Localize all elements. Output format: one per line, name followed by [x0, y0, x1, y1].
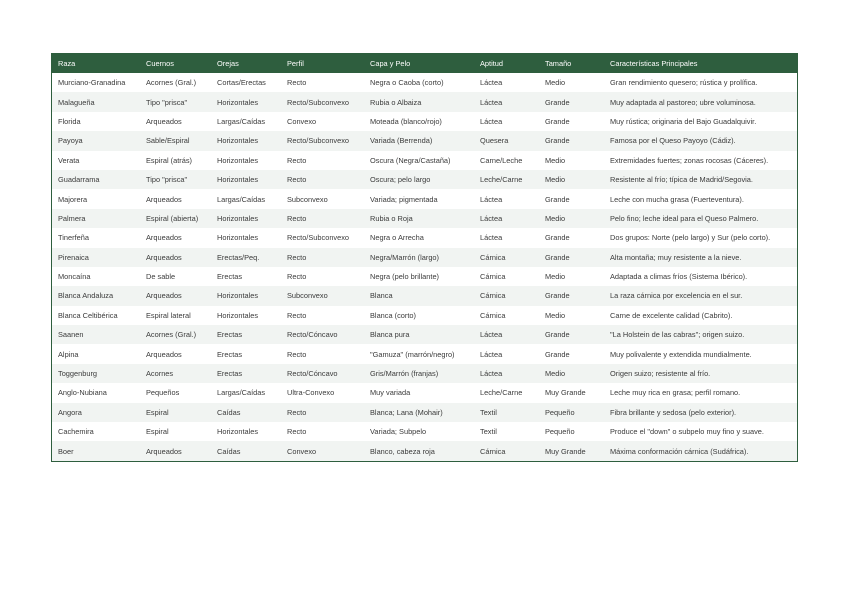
cell-caracteristicas: Adaptada a climas fríos (Sistema Ibérico).: [604, 267, 797, 286]
cell-perfil: Recto: [281, 403, 364, 422]
table-row: [52, 131, 797, 150]
cell-perfil: Subconvexo: [281, 189, 364, 208]
table-row: [52, 267, 797, 286]
cell-aptitud: Cárnica: [474, 286, 539, 305]
table-row: [52, 306, 797, 325]
cell-raza: Alpina: [52, 344, 140, 363]
header-raza: Raza: [52, 54, 140, 73]
cell-tamano: Medio: [539, 151, 604, 170]
cell-aptitud: Láctea: [474, 209, 539, 228]
cell-aptitud: Cárnica: [474, 267, 539, 286]
cell-caracteristicas: Máxima conformación cárnica (Sudáfrica).: [604, 441, 797, 460]
table-row: [52, 403, 797, 422]
cell-raza: Palmera: [52, 209, 140, 228]
cell-tamano: Grande: [539, 92, 604, 111]
table-row: [52, 441, 797, 460]
cell-orejas: Erectas: [211, 325, 281, 344]
cell-perfil: Recto: [281, 344, 364, 363]
cell-capa-pelo: Negra (pelo brillante): [364, 267, 474, 286]
cell-raza: Blanca Andaluza: [52, 286, 140, 305]
cell-aptitud: Carne/Leche: [474, 151, 539, 170]
table-body: [52, 73, 797, 461]
cell-perfil: Recto/Subconvexo: [281, 131, 364, 150]
cell-orejas: Horizontales: [211, 306, 281, 325]
cell-cuernos: Acornes (Gral.): [140, 73, 211, 92]
cell-perfil: Recto: [281, 267, 364, 286]
cell-aptitud: Cárnica: [474, 248, 539, 267]
cell-raza: Saanen: [52, 325, 140, 344]
cell-caracteristicas: Muy rústica; originaria del Bajo Guadalquivir.: [604, 112, 797, 131]
cell-caracteristicas: Dos grupos: Norte (pelo largo) y Sur (pelo corto).: [604, 228, 797, 247]
header-row: [52, 54, 797, 73]
cell-tamano: Medio: [539, 267, 604, 286]
cell-cuernos: Arqueados: [140, 286, 211, 305]
cell-orejas: Horizontales: [211, 151, 281, 170]
cell-aptitud: Cárnica: [474, 441, 539, 460]
cell-orejas: Horizontales: [211, 228, 281, 247]
table-row: [52, 344, 797, 363]
cell-orejas: Largas/Caídas: [211, 189, 281, 208]
cell-capa-pelo: Blanco, cabeza roja: [364, 441, 474, 460]
cell-caracteristicas: Muy polivalente y extendida mundialmente.: [604, 344, 797, 363]
cell-tamano: Grande: [539, 325, 604, 344]
cell-capa-pelo: Negra o Caoba (corto): [364, 73, 474, 92]
cell-tamano: Medio: [539, 364, 604, 383]
cell-cuernos: Sable/Espiral: [140, 131, 211, 150]
table-row: [52, 170, 797, 189]
cell-caracteristicas: Famosa por el Queso Payoyo (Cádiz).: [604, 131, 797, 150]
header-perfil: Perfil: [281, 54, 364, 73]
cell-orejas: Horizontales: [211, 286, 281, 305]
cell-perfil: Recto/Subconvexo: [281, 92, 364, 111]
cell-tamano: Muy Grande: [539, 441, 604, 460]
goat-breeds-table: [52, 54, 797, 461]
cell-tamano: Grande: [539, 344, 604, 363]
cell-tamano: Muy Grande: [539, 383, 604, 402]
cell-tamano: Grande: [539, 131, 604, 150]
cell-capa-pelo: Blanca: [364, 286, 474, 305]
cell-caracteristicas: Pelo fino; leche ideal para el Queso Palmero.: [604, 209, 797, 228]
table-row: [52, 383, 797, 402]
cell-orejas: Cortas/Erectas: [211, 73, 281, 92]
cell-aptitud: Láctea: [474, 228, 539, 247]
cell-orejas: Caídas: [211, 441, 281, 460]
cell-caracteristicas: La raza cárnica por excelencia en el sur.: [604, 286, 797, 305]
cell-capa-pelo: Variada; pigmentada: [364, 189, 474, 208]
cell-orejas: Horizontales: [211, 170, 281, 189]
cell-tamano: Medio: [539, 73, 604, 92]
cell-perfil: Recto: [281, 170, 364, 189]
cell-cuernos: Espiral (abierta): [140, 209, 211, 228]
cell-perfil: Convexo: [281, 441, 364, 460]
cell-tamano: Medio: [539, 209, 604, 228]
cell-raza: Majorera: [52, 189, 140, 208]
cell-capa-pelo: Rubia o Albaiza: [364, 92, 474, 111]
cell-caracteristicas: Carne de excelente calidad (Cabrito).: [604, 306, 797, 325]
table-row: [52, 73, 797, 92]
header-orejas: Orejas: [211, 54, 281, 73]
cell-capa-pelo: "Gamuza" (marrón/negro): [364, 344, 474, 363]
goat-breeds-table-container: [51, 53, 798, 462]
table-row: [52, 248, 797, 267]
table-row: [52, 189, 797, 208]
cell-capa-pelo: Variada; Subpelo: [364, 422, 474, 441]
cell-cuernos: Arqueados: [140, 228, 211, 247]
cell-caracteristicas: "La Holstein de las cabras"; origen suizo.: [604, 325, 797, 344]
cell-caracteristicas: Alta montaña; muy resistente a la nieve.: [604, 248, 797, 267]
header-aptitud: Aptitud: [474, 54, 539, 73]
cell-caracteristicas: Leche con mucha grasa (Fuerteventura).: [604, 189, 797, 208]
cell-raza: Angora: [52, 403, 140, 422]
cell-cuernos: Arqueados: [140, 248, 211, 267]
cell-perfil: Recto: [281, 306, 364, 325]
cell-raza: Malagueña: [52, 92, 140, 111]
cell-capa-pelo: Blanca pura: [364, 325, 474, 344]
cell-caracteristicas: Origen suizo; resistente al frío.: [604, 364, 797, 383]
cell-cuernos: Acornes (Gral.): [140, 325, 211, 344]
cell-aptitud: Leche/Carne: [474, 383, 539, 402]
cell-capa-pelo: Moteada (blanco/rojo): [364, 112, 474, 131]
cell-cuernos: Espiral: [140, 403, 211, 422]
cell-tamano: Grande: [539, 248, 604, 267]
cell-capa-pelo: Blanca (corto): [364, 306, 474, 325]
cell-orejas: Horizontales: [211, 422, 281, 441]
cell-raza: Verata: [52, 151, 140, 170]
cell-cuernos: Espiral: [140, 422, 211, 441]
cell-perfil: Convexo: [281, 112, 364, 131]
cell-raza: Pirenaica: [52, 248, 140, 267]
header-caracteristicas: Características Principales: [604, 54, 797, 73]
cell-tamano: Grande: [539, 112, 604, 131]
cell-aptitud: Láctea: [474, 364, 539, 383]
cell-perfil: Subconvexo: [281, 286, 364, 305]
cell-orejas: Largas/Caídas: [211, 383, 281, 402]
cell-orejas: Erectas: [211, 364, 281, 383]
cell-aptitud: Textil: [474, 422, 539, 441]
cell-tamano: Pequeño: [539, 403, 604, 422]
cell-caracteristicas: Muy adaptada al pastoreo; ubre voluminosa.: [604, 92, 797, 111]
cell-perfil: Recto: [281, 73, 364, 92]
cell-caracteristicas: Resistente al frío; típica de Madrid/Segovia.: [604, 170, 797, 189]
cell-orejas: Caídas: [211, 403, 281, 422]
cell-tamano: Medio: [539, 306, 604, 325]
cell-aptitud: Leche/Carne: [474, 170, 539, 189]
cell-raza: Murciano-Granadina: [52, 73, 140, 92]
cell-capa-pelo: Negra o Arrecha: [364, 228, 474, 247]
cell-orejas: Erectas: [211, 267, 281, 286]
cell-capa-pelo: Variada (Berrenda): [364, 131, 474, 150]
cell-aptitud: Láctea: [474, 92, 539, 111]
cell-perfil: Recto/Cóncavo: [281, 325, 364, 344]
cell-caracteristicas: Extremidades fuertes; zonas rocosas (Cáceres).: [604, 151, 797, 170]
cell-raza: Toggenburg: [52, 364, 140, 383]
cell-orejas: Horizontales: [211, 92, 281, 111]
cell-tamano: Grande: [539, 228, 604, 247]
table-row: [52, 286, 797, 305]
cell-orejas: Largas/Caídas: [211, 112, 281, 131]
cell-aptitud: Láctea: [474, 344, 539, 363]
cell-tamano: Pequeño: [539, 422, 604, 441]
cell-aptitud: Láctea: [474, 112, 539, 131]
table-row: [52, 325, 797, 344]
table-row: [52, 151, 797, 170]
cell-capa-pelo: Blanca; Lana (Mohair): [364, 403, 474, 422]
cell-cuernos: Arqueados: [140, 441, 211, 460]
header-cuernos: Cuernos: [140, 54, 211, 73]
cell-capa-pelo: Gris/Marrón (franjas): [364, 364, 474, 383]
header-capa-pelo: Capa y Pelo: [364, 54, 474, 73]
cell-raza: Payoya: [52, 131, 140, 150]
table-row: [52, 422, 797, 441]
cell-aptitud: Cárnica: [474, 306, 539, 325]
cell-tamano: Medio: [539, 170, 604, 189]
cell-perfil: Recto/Subconvexo: [281, 228, 364, 247]
cell-capa-pelo: Oscura; pelo largo: [364, 170, 474, 189]
cell-aptitud: Láctea: [474, 325, 539, 344]
cell-raza: Moncaína: [52, 267, 140, 286]
cell-aptitud: Textil: [474, 403, 539, 422]
cell-capa-pelo: Negra/Marrón (largo): [364, 248, 474, 267]
cell-cuernos: Espiral lateral: [140, 306, 211, 325]
table-row: [52, 228, 797, 247]
cell-perfil: Recto/Cóncavo: [281, 364, 364, 383]
cell-raza: Boer: [52, 441, 140, 460]
cell-cuernos: Acornes: [140, 364, 211, 383]
cell-orejas: Erectas: [211, 344, 281, 363]
cell-cuernos: De sable: [140, 267, 211, 286]
cell-capa-pelo: Muy variada: [364, 383, 474, 402]
table-row: [52, 364, 797, 383]
cell-perfil: Recto: [281, 209, 364, 228]
cell-cuernos: Arqueados: [140, 112, 211, 131]
cell-perfil: Recto: [281, 422, 364, 441]
cell-cuernos: Tipo "prisca": [140, 92, 211, 111]
cell-cuernos: Arqueados: [140, 344, 211, 363]
cell-capa-pelo: Oscura (Negra/Castaña): [364, 151, 474, 170]
cell-perfil: Recto: [281, 248, 364, 267]
table-row: [52, 92, 797, 111]
cell-cuernos: Arqueados: [140, 189, 211, 208]
cell-caracteristicas: Produce el "down" o subpelo muy fino y suave.: [604, 422, 797, 441]
cell-tamano: Grande: [539, 286, 604, 305]
cell-raza: Guadarrama: [52, 170, 140, 189]
table-row: [52, 209, 797, 228]
table-row: [52, 112, 797, 131]
cell-orejas: Horizontales: [211, 131, 281, 150]
cell-perfil: Recto: [281, 151, 364, 170]
cell-raza: Florida: [52, 112, 140, 131]
cell-orejas: Horizontales: [211, 209, 281, 228]
cell-capa-pelo: Rubia o Roja: [364, 209, 474, 228]
cell-cuernos: Tipo "prisca": [140, 170, 211, 189]
cell-raza: Cachemira: [52, 422, 140, 441]
cell-cuernos: Espiral (atrás): [140, 151, 211, 170]
cell-caracteristicas: Leche muy rica en grasa; perfil romano.: [604, 383, 797, 402]
cell-raza: Tinerfeña: [52, 228, 140, 247]
cell-orejas: Erectas/Peq.: [211, 248, 281, 267]
cell-tamano: Grande: [539, 189, 604, 208]
cell-caracteristicas: Fibra brillante y sedosa (pelo exterior).: [604, 403, 797, 422]
table-header: [52, 54, 797, 73]
cell-aptitud: Láctea: [474, 189, 539, 208]
header-tamano: Tamaño: [539, 54, 604, 73]
cell-aptitud: Quesera: [474, 131, 539, 150]
cell-cuernos: Pequeños: [140, 383, 211, 402]
cell-raza: Anglo-Nubiana: [52, 383, 140, 402]
cell-aptitud: Láctea: [474, 73, 539, 92]
cell-caracteristicas: Gran rendimiento quesero; rústica y prolífica.: [604, 73, 797, 92]
cell-raza: Blanca Celtibérica: [52, 306, 140, 325]
cell-perfil: Ultra-Convexo: [281, 383, 364, 402]
